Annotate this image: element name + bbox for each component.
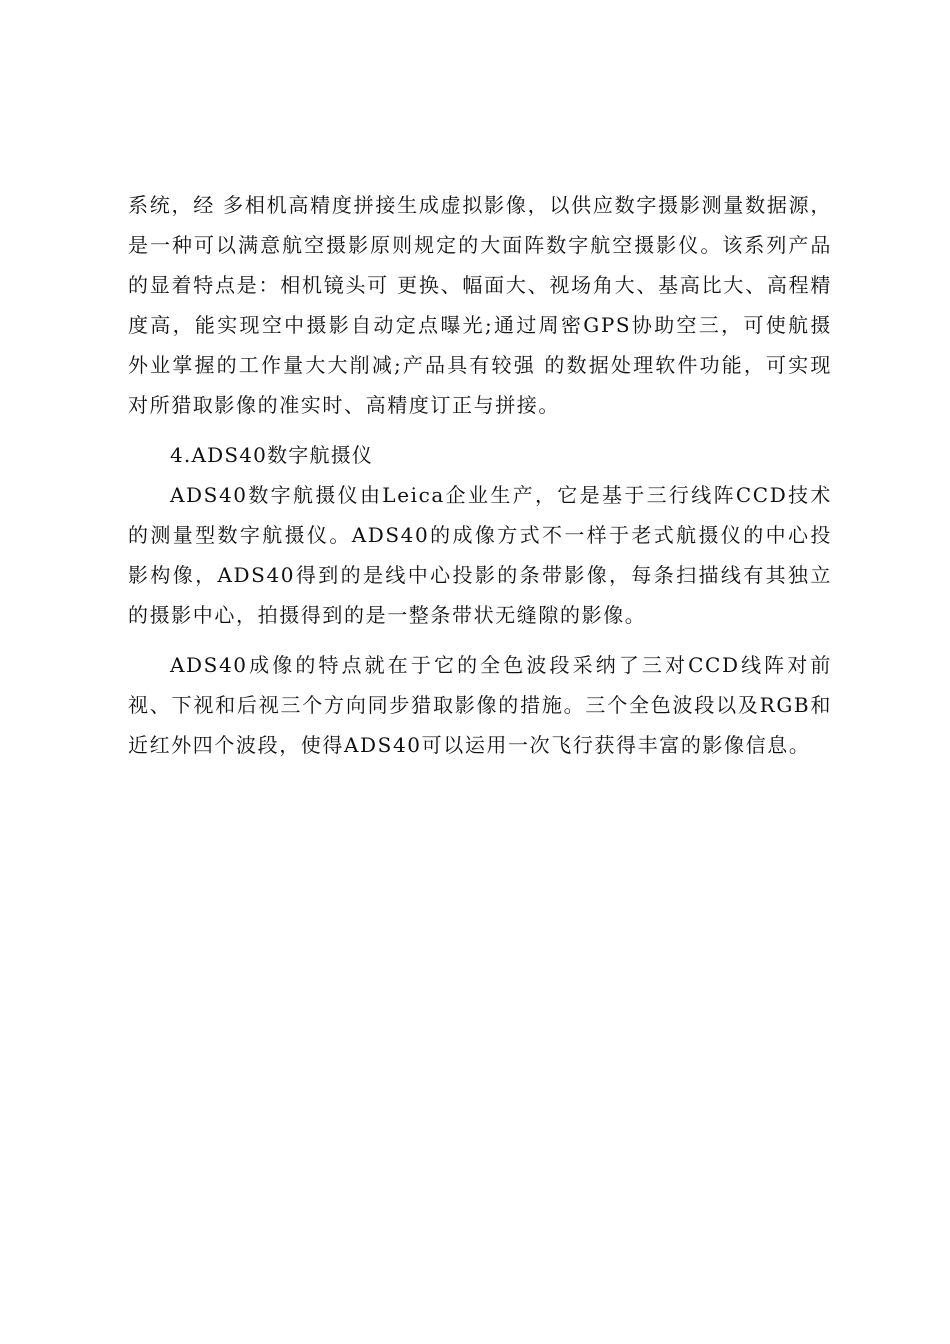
paragraph-ads40-imaging: ADS40成像的特点就在于它的全色波段采纳了三对CCD线阵对前视、下视和后视三个方向同步猎取影像的措施。三个全色波段以及RGB和近红外四个波段，使得ADS40可以运用一次飞行获得丰富的影像信息。 — [128, 653, 832, 757]
document-body — [128, 185, 832, 765]
paragraph-continuation: 系统，经 多相机高精度拼接生成虚拟影像，以供应数字摄影测量数据源，是一种可以满意航空摄影原则规定的大面阵数字航空摄影仪。该系列产品的显着特点是：相机镜头可 更换、幅面大、视场角大、基高比大、高程精度高，能实现空中摄影自动定点曝光;通过周密GPS协助空三，可使航摄外业掌握的工作量大大削减;产品具有较强 的数据处理软件功能，可实现对所猎取影像的准实时、高精度订正与拼接。 — [128, 193, 832, 417]
paragraph-ads40-intro: ADS40数字航摄仪由Leica企业生产，它是基于三行线阵CCD技术的测量型数字航摄仪。ADS40的成像方式不一样于老式航摄仪的中心投影构像，ADS40得到的是线中心投影的条带影像，每条扫描线有其独立的摄影中心，拍摄得到的是一整条带状无缝隙的影像。 — [128, 483, 832, 627]
section-heading: 4.ADS40数字航摄仪 — [170, 443, 374, 467]
